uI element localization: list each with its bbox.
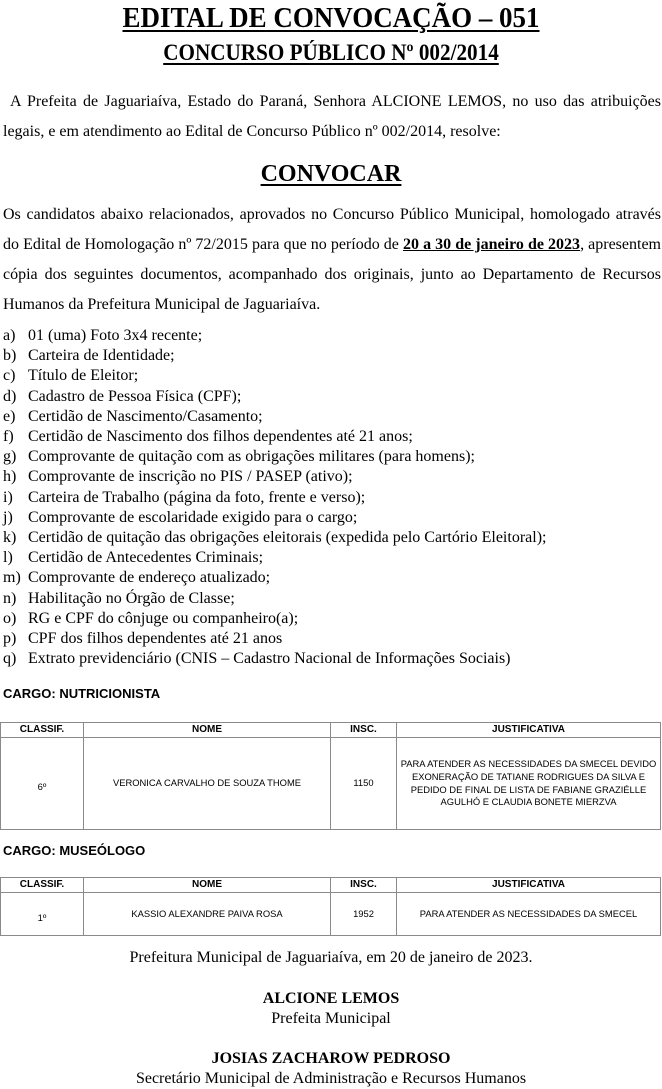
cell-nome: VERONICA CARVALHO DE SOUZA THOME	[84, 738, 331, 830]
column-header-insc: INSC.	[331, 878, 397, 893]
list-item: h) Comprovante de inscrição no PIS / PASEP (ativo);	[3, 468, 353, 486]
cell-insc: 1150	[331, 738, 397, 830]
candidates-table-nutricionista	[0, 722, 661, 830]
list-item: a) 01 (uma) Foto 3x4 recente;	[3, 327, 203, 344]
documents-list	[3, 326, 546, 669]
list-item: b) Carteira de Identidade;	[3, 347, 175, 365]
table-row	[1, 893, 661, 936]
list-item: m) Comprovante de endereço atualizado;	[3, 569, 271, 587]
list-item: g) Comprovante de quitação com as obrigações militares (para homens);	[3, 448, 475, 466]
list-item: o) RG e CPF do cônjuge ou companheiro(a);	[3, 609, 299, 627]
column-header-justificativa: JUSTIFICATIVA	[397, 723, 661, 738]
list-item: e) Certidão de Nascimento/Casamento;	[3, 407, 263, 425]
signatory-name-secretary: JOSIAS ZACHAROW PEDROSO	[211, 1050, 451, 1067]
column-header-nome: NOME	[84, 723, 331, 738]
cell-justificativa: PARA ATENDER AS NECESSIDADES DA SMECEL	[397, 893, 661, 936]
list-item: d) Cadastro de Pessoa Física (CPF);	[3, 387, 242, 405]
list-item: p) CPF dos filhos dependentes até 21 anos	[3, 630, 283, 648]
column-header-classif: CLASSIF.	[1, 723, 84, 738]
cell-classif: 6º	[1, 738, 84, 830]
cell-nome: KASSIO ALEXANDRE PAIVA ROSA	[84, 893, 331, 936]
place-and-date: Prefeitura Municipal de Jaguariaíva, em 20 de janeiro de 2023.	[129, 949, 533, 966]
list-item: i) Carteira de Trabalho (página da foto, frente e verso);	[3, 488, 366, 506]
list-item: n) Habilitação no Órgão de Classe;	[3, 589, 235, 607]
list-item: c) Título de Eleitor;	[3, 367, 139, 385]
list-item: j) Comprovante de escolaridade exigido para o cargo;	[3, 508, 358, 526]
list-item: f) Certidão de Nascimento dos filhos dependentes até 21 anos;	[3, 428, 413, 446]
signatory-name-mayor: ALCIONE LEMOS	[262, 990, 400, 1007]
column-header-justificativa: JUSTIFICATIVA	[397, 878, 661, 893]
table-header-row	[1, 723, 661, 738]
column-header-insc: INSC.	[331, 723, 397, 738]
cargo-heading-museologo: CARGO: MUSEÓLOGO	[3, 843, 146, 858]
cell-classif: 1º	[1, 893, 84, 936]
cell-justificativa: PARA ATENDER AS NECESSIDADES DA SMECEL DEVIDO EXONERAÇÃO DE TATIANE RODRIGUES DA SILVA E PEDIDO DE FINAL DE LISTA DE FABIANE GRAZIÉLLE AGULHÓ E CLAUDIA BONETE MIERZVA	[397, 738, 661, 830]
document-title: EDITAL DE CONVOCAÇÃO – 051	[122, 2, 540, 34]
list-item: k) Certidão de quitação das obrigações eleitorais (expedida pelo Cartório Eleitoral);	[3, 529, 547, 547]
candidates-table-museologo	[0, 877, 661, 936]
document-subtitle: CONCURSO PÚBLICO Nº 002/2014	[163, 40, 499, 65]
signatory-role-mayor: Prefeita Municipal	[271, 1010, 391, 1027]
column-header-nome: NOME	[84, 878, 331, 893]
body-paragraph: Os candidatos abaixo relacionados, aprovados no Concurso Público Municipal, homologado através do Edital de Homologação nº 72/2015 para que no período de 20 a 30 de janeiro de 2023, apresentem cópia dos seguintes documentos, acompanhado dos originais, junto ao Departamento de Recursos Humanos da Prefeitura Municipal de Jaguariaíva.	[3, 206, 661, 313]
column-header-classif: CLASSIF.	[1, 878, 84, 893]
signatory-role-secretary: Secretário Municipal de Administração e Recursos Humanos	[135, 1070, 527, 1087]
cell-insc: 1952	[331, 893, 397, 936]
table-row	[1, 738, 661, 830]
table-header-row	[1, 878, 661, 893]
intro-paragraph: A Prefeita de Jaguariaíva, Estado do Paraná, Senhora ALCIONE LEMOS, no uso das atribuições legais, e em atendimento ao Edital de Concurso Público nº 002/2014, resolve:	[3, 93, 661, 140]
list-item: q) Extrato previdenciário (CNIS – Cadastro Nacional de Informações Sociais)	[3, 650, 511, 668]
deadline-period: 20 a 30 de janeiro de 2023	[402, 236, 581, 253]
list-item: l) Certidão de Antecedentes Criminais;	[3, 549, 264, 567]
cargo-heading-nutricionista: CARGO: NUTRICIONISTA	[3, 686, 161, 701]
action-heading: CONVOCAR	[260, 161, 402, 187]
